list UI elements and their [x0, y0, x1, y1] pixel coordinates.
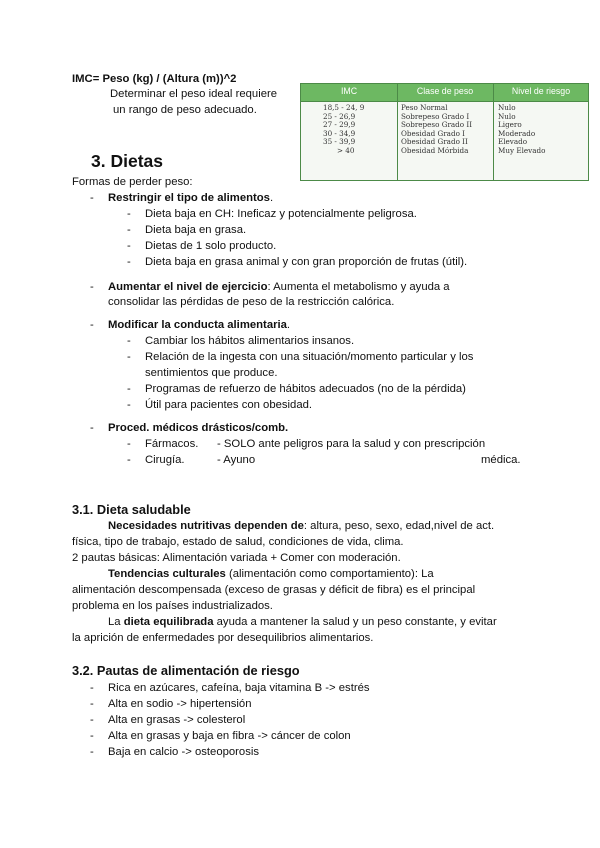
conducta-item: Cambiar los hábitos alimentarios insanos.	[145, 335, 355, 347]
imc-cell: 27 - 29,9	[323, 120, 356, 130]
conducta-item: Útil para pacientes con obesidad.	[145, 399, 313, 411]
riesgo-item: Baja en calcio -> osteoporosis	[108, 746, 260, 758]
saludable-p2: 2 pautas básicas: Alimentación variada + Comer con moderación.	[72, 552, 401, 564]
restringir-item: Dietas de 1 solo producto.	[145, 240, 277, 252]
medicos-farmacos: Fármacos.	[145, 438, 199, 450]
bullet-dash: -	[90, 682, 94, 694]
dietas-intro: Formas de perder peso:	[72, 176, 193, 188]
conducta-item-cont: sentimientos que produce.	[145, 367, 278, 379]
saludable-p4-line1	[108, 616, 497, 628]
ejercicio-line-1	[108, 281, 450, 293]
conducta-punct: .	[286, 319, 291, 331]
imc-cell: 25 - 26,9	[323, 111, 356, 121]
riesgo-column	[498, 104, 545, 156]
saludable-p3-line2: alimentación descompensada (exceso de grasas y déficit de fibra) es el principal	[72, 584, 476, 596]
saludable-p4-line2: la aprición de enfermedades por desequilibrios alimentarios.	[72, 632, 374, 644]
saludable-p1-rest: : altura, peso, sexo, edad,nivel de act.	[303, 520, 495, 532]
imc-note-line-2: un rango de peso adecuado.	[113, 104, 257, 116]
bullet-dash: -	[127, 208, 131, 220]
conducta-item: Relación de la ingesta con una situación/momento particular y los	[145, 351, 474, 363]
section-number: 3.	[91, 151, 106, 171]
bullet-dash: -	[127, 438, 131, 450]
imc-table-header	[301, 84, 588, 102]
riesgo-item: Alta en grasas -> colesterol	[108, 714, 246, 726]
clase-cell: Sobrepeso Grado II	[401, 120, 473, 130]
riesgo-cell: Elevado	[498, 137, 528, 147]
medicos-cirugia: Cirugía.	[145, 454, 185, 466]
clase-cell: Obesidad Grado I	[401, 128, 466, 138]
imc-cell: 35 - 39,9	[323, 137, 356, 147]
bullet-dash: -	[127, 351, 131, 363]
riesgo-cell: Ligero	[498, 120, 522, 130]
imc-header-clase: Clase de peso	[416, 86, 474, 96]
imc-column	[323, 104, 364, 156]
riesgo-cell: Muy Elevado	[498, 145, 546, 155]
bullet-dash: -	[127, 399, 131, 411]
saludable-p1-bold: Necesidades nutritivas dependen de	[108, 520, 304, 532]
riesgo-item: Alta en grasas y baja en fibra -> cáncer de colon	[108, 730, 351, 742]
imc-formula: IMC= Peso (kg) / (Altura (m))^2	[72, 73, 237, 85]
bullet-dash: -	[90, 714, 94, 726]
medicos-farmacos-note: - SOLO ante peligros para la salud y con prescripción	[217, 438, 486, 450]
restringir-item: Dieta baja en grasa.	[145, 224, 247, 236]
bullet-dash: -	[90, 192, 94, 204]
restringir-punct: .	[269, 192, 274, 204]
saludable-p3-line3: problema en los países industrializados.	[72, 600, 273, 612]
ejercicio-line-2: consolidar las pérdidas de peso de la restricción calórica.	[108, 296, 395, 308]
restringir-label: Restringir el tipo de alimentos	[108, 192, 270, 204]
section-heading-dietas	[91, 151, 163, 172]
saludable-p3-bold: Tendencias culturales	[108, 568, 226, 580]
saludable-p3-line1	[108, 568, 434, 580]
restringir-item: Dieta baja en CH: Ineficaz y potencialmente peligrosa.	[145, 208, 417, 220]
bullet-dash: -	[127, 454, 131, 466]
medicos-medica: médica.	[481, 454, 521, 466]
saludable-p4-pre: La	[108, 616, 124, 628]
bullet-dash: -	[127, 256, 131, 268]
clase-cell: Obesidad Grado II	[401, 137, 468, 147]
clase-cell: Sobrepeso Grado I	[401, 111, 470, 121]
saludable-p4-bold: dieta equilibrada	[123, 616, 214, 628]
ejercicio-text: : Aumenta el metabolismo y ayuda a	[267, 281, 450, 293]
imc-header-imc: IMC	[340, 86, 358, 96]
conducta-label: Modificar la conducta alimentaria	[108, 319, 287, 331]
restringir-title	[108, 192, 273, 204]
imc-header-riesgo: Nivel de riesgo	[511, 86, 571, 96]
clase-cell: Obesidad Mórbida	[401, 145, 469, 155]
saludable-p1-line2: física, tipo de trabajo, estado de salud, condiciones de vida, clima.	[72, 536, 404, 548]
imc-cell: > 40	[337, 145, 355, 155]
section-heading-saludable: 3.1. Dieta saludable	[72, 502, 191, 517]
imc-note-line-1: Determinar el peso ideal requiere	[110, 88, 278, 100]
medicos-title: Proced. médicos drásticos/comb.	[108, 422, 289, 434]
section-title: Dietas	[110, 151, 164, 171]
riesgo-cell: Nulo	[498, 103, 516, 112]
bullet-dash: -	[90, 422, 94, 434]
table-divider	[397, 84, 398, 180]
saludable-p1-line1	[108, 520, 494, 532]
conducta-title	[108, 319, 290, 331]
riesgo-item: Alta en sodio -> hipertensión	[108, 698, 252, 710]
saludable-p4-rest: ayuda a mantener la salud y un peso constante, y evitar	[213, 616, 497, 628]
medicos-ayuno: - Ayuno	[217, 454, 256, 466]
bullet-dash: -	[127, 383, 131, 395]
imc-cell: 18,5 - 24, 9	[323, 103, 365, 112]
saludable-p3-rest: (alimentación como comportamiento): La	[225, 568, 434, 580]
riesgo-cell: Nulo	[498, 111, 516, 121]
bullet-dash: -	[90, 698, 94, 710]
riesgo-item: Rica en azúcares, cafeína, baja vitamina B -> estrés	[108, 682, 370, 694]
imc-cell: 30 - 34,9	[323, 128, 356, 138]
bullet-dash: -	[127, 240, 131, 252]
table-divider	[493, 84, 494, 180]
bullet-dash: -	[90, 746, 94, 758]
bullet-dash: -	[90, 730, 94, 742]
bullet-dash: -	[127, 335, 131, 347]
clase-cell: Peso Normal	[401, 103, 448, 112]
imc-table	[300, 83, 589, 181]
restringir-item: Dieta baja en grasa animal y con gran proporción de frutas (útil).	[145, 256, 468, 268]
ejercicio-label: Aumentar el nivel de ejercicio	[108, 281, 268, 293]
section-heading-riesgo: 3.2. Pautas de alimentación de riesgo	[72, 663, 300, 678]
riesgo-cell: Moderado	[498, 128, 536, 138]
conducta-item: Programas de refuerzo de hábitos adecuados (no de la pérdida)	[145, 383, 466, 395]
bullet-dash: -	[127, 224, 131, 236]
bullet-dash: -	[90, 319, 94, 331]
clase-column	[401, 104, 472, 156]
bullet-dash: -	[90, 281, 94, 293]
